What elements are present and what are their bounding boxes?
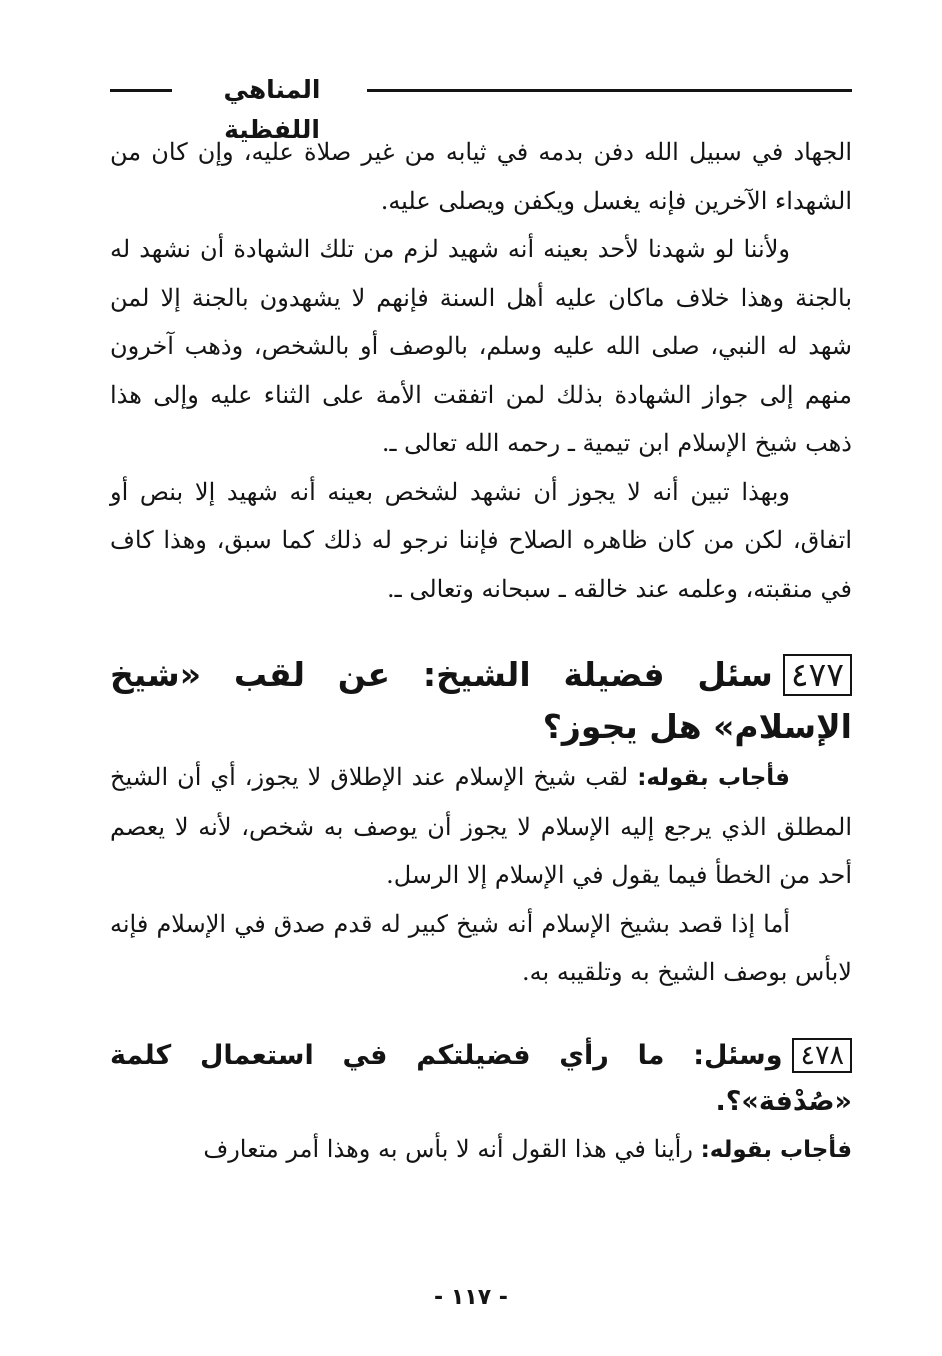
question-text: وسئل: ما رأي فضيلتكم في استعمال كلمة «صُدْفة»؟. bbox=[110, 1039, 852, 1117]
page-body bbox=[110, 128, 852, 1174]
answer-lead: فأجاب بقوله: bbox=[700, 1136, 852, 1163]
paragraph: وبهذا تبين أنه لا يجوز أن نشهد لشخص بعينه أنه شهيد إلا بنص أو اتفاق، لكن من كان ظاهره الصلاح فإننا نرجو له ذلك كما سبق، وهذا كاف في منقبته، وعلمه عند خالقه ـ سبحانه وتعالى ـ. bbox=[110, 477, 852, 603]
question-478-block bbox=[110, 1033, 852, 1175]
page-number: - ١١٧ - bbox=[434, 1285, 508, 1310]
answer-paragraph bbox=[110, 753, 852, 900]
question-text: سئل فضيلة الشيخ: عن لقب «شيخ الإسلام» هل يجوز؟ bbox=[110, 655, 852, 746]
question-number-box: ٤٧٧ bbox=[783, 654, 852, 696]
question-477-heading bbox=[110, 649, 852, 753]
answer-text: رأينا في هذا القول أنه لا بأس به وهذا أمر متعارف bbox=[203, 1134, 693, 1163]
paragraph: الجهاد في سبيل الله دفن بدمه في ثيابه من غير صلاة عليه، وإن كان من الشهداء الآخرين فإنه يغسل ويكفن ويصلى عليه. bbox=[110, 138, 852, 215]
paragraph: ولأننا لو شهدنا لأحد بعينه أنه شهيد لزم من تلك الشهادة أن نشهد له بالجنة وهذا خلاف ماكان عليه أهل السنة فإنهم لا يشهدون بالجنة إلا لمن شهد له النبي، صلى الله عليه وسلم، بالوصف أو بالشخص، وذهب آخرون منهم إلى جواز الشهادة بذلك لمن اتفقت الأمة على الثناء عليه وإلى هذا ذهب شيخ الإسلام ابن تيمية ـ رحمه الله تعالى ـ. bbox=[110, 235, 852, 457]
header-title: المناهي اللفظية bbox=[223, 75, 321, 144]
answer-text: لقب شيخ الإسلام عند الإطلاق لا يجوز، أي أن الشيخ المطلق الذي يرجع إليه الإسلام لا يجوز أن يوصف به شخص، لأنه لا يعصم أحد من الخطأ فيما يقول في الإسلام إلا الرسل. bbox=[110, 763, 852, 889]
header-rule-right bbox=[367, 89, 852, 92]
answer-paragraph bbox=[110, 1125, 852, 1175]
header-rule-left bbox=[110, 89, 172, 92]
running-header bbox=[110, 70, 852, 144]
question-number-box: ٤٧٨ bbox=[792, 1038, 852, 1073]
question-478-heading bbox=[110, 1033, 852, 1125]
answer-lead: فأجاب بقوله: bbox=[637, 765, 790, 791]
question-477-block bbox=[110, 649, 852, 997]
answer-paragraph: أما إذا قصد بشيخ الإسلام أنه شيخ كبير له قدم صدق في الإسلام فإنه لابأس بوصف الشيخ به وتلقيبه به. bbox=[110, 909, 852, 986]
